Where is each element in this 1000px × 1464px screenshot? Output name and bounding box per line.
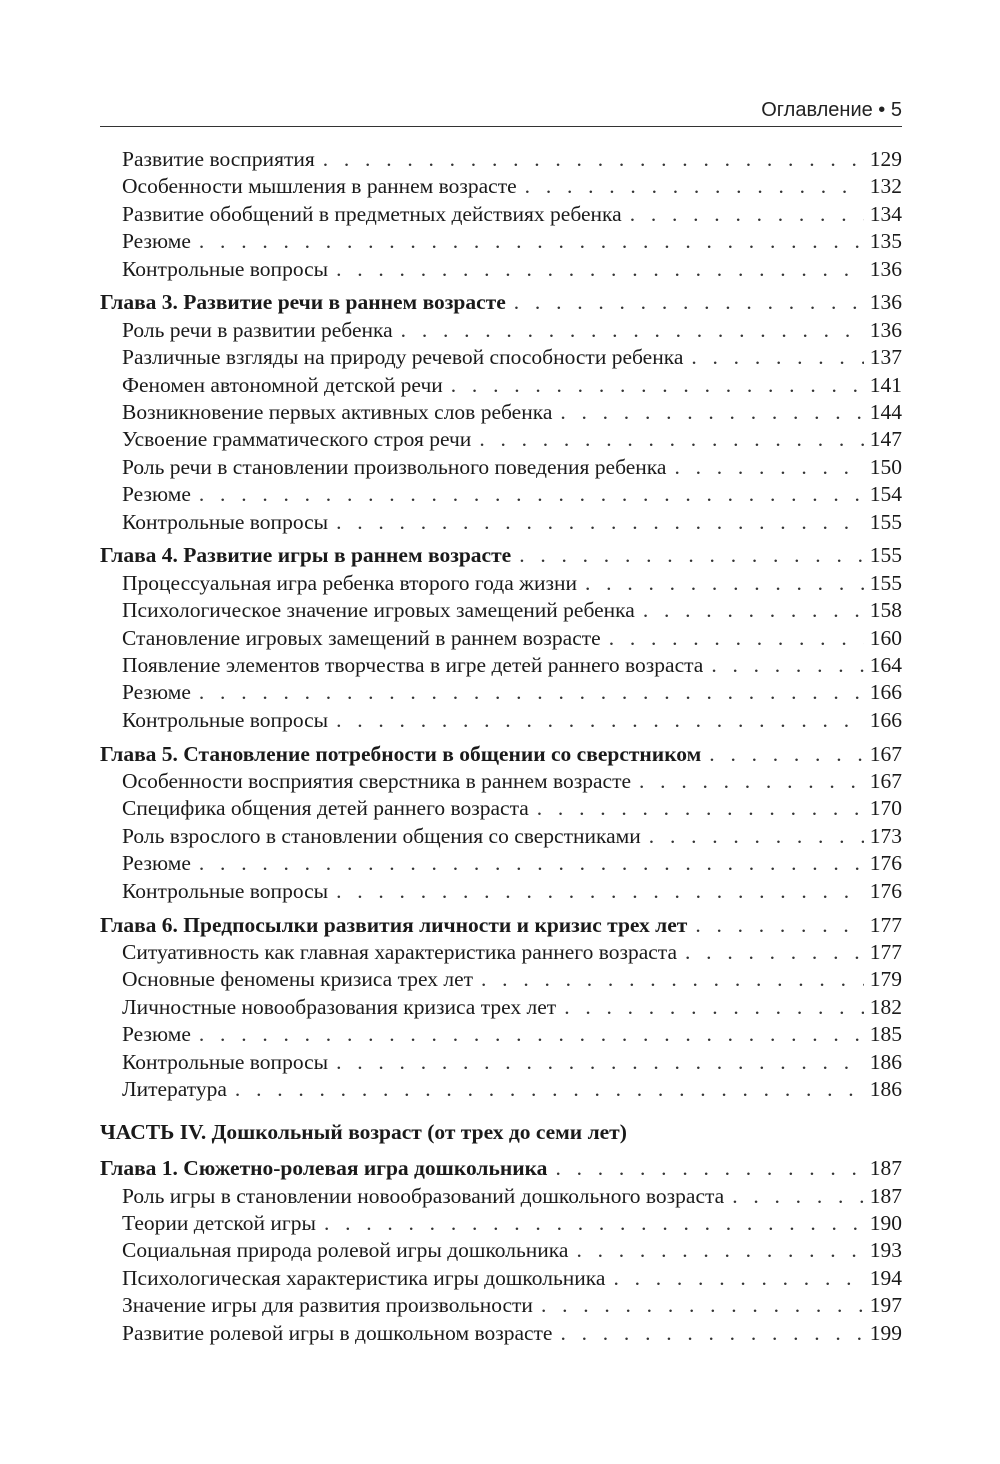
toc-entry[interactable] [100,939,902,966]
toc-entry-page: 135 [869,229,902,254]
toc-entry-page: 187 [869,1183,902,1208]
toc-entry-page: 132 [869,174,902,199]
toc-entry[interactable] [100,850,902,877]
toc-entry-title: Развитие обобщений в предметных действиях ребенка [122,201,622,226]
toc-entry[interactable] [100,228,902,255]
toc-entry[interactable] [100,966,902,993]
toc-entry-page: 179 [869,967,902,992]
toc-entry-title: Роль игры в становлении новообразований дошкольного возраста [122,1183,725,1208]
dot-leader [323,146,864,173]
dot-leader [514,289,864,316]
toc-entry-page: 155 [869,509,902,534]
dot-leader [609,625,864,652]
dot-leader [235,1076,864,1103]
toc-chapter-page: 167 [869,741,902,766]
toc-entry-title: Развитие ролевой игры в дошкольном возрасте [122,1320,553,1345]
toc-entry-title: Контрольные вопросы [122,707,329,732]
toc-entry-page: 134 [869,201,902,226]
toc-entry[interactable] [100,173,902,200]
toc-entry-title: Значение игры для развития произвольности [122,1293,533,1318]
toc-chapter-title: Глава 1. Сюжетно-ролевая игра дошкольника [100,1156,548,1181]
toc-entry-page: 155 [869,570,902,595]
dot-leader [324,1210,864,1237]
toc-entry-title: Контрольные вопросы [122,256,329,281]
toc-entry-title: Психологическое значение игровых замещений ребенка [122,598,635,623]
toc-entry-title: Роль речи в развитии ребенка [122,317,393,342]
toc-entry-title: Основные феномены кризиса трех лет [122,967,474,992]
toc-entry[interactable] [100,1021,902,1048]
dot-leader [541,1292,864,1319]
dot-leader [585,570,864,597]
dot-leader [564,994,864,1021]
toc-entry-page: 173 [869,823,902,848]
toc-entry-page: 160 [869,625,902,650]
dot-leader [199,850,864,877]
toc-entry-page: 176 [869,851,902,876]
dot-leader [336,256,864,283]
dot-leader [199,228,864,255]
toc-entry-page: 154 [869,482,902,507]
table-of-contents [100,146,902,1347]
toc-entry-title: Контрольные вопросы [122,1049,329,1074]
toc-entry[interactable] [100,1076,902,1103]
toc-entry[interactable] [100,1292,902,1319]
toc-entry-title: Резюме [122,1022,191,1047]
toc-entry[interactable] [100,1210,902,1237]
header-rule [100,126,902,127]
toc-entry[interactable] [100,317,902,344]
toc-entry-title: Усвоение грамматического строя речи [122,427,472,452]
toc-entry-title: Роль взрослого в становлении общения со сверстниками [122,823,641,848]
toc-entry-page: 197 [869,1293,902,1318]
toc-entry-title: Роль речи в становлении произвольного поведения ребенка [122,454,667,479]
toc-entry[interactable] [100,707,902,734]
toc-entry[interactable] [100,570,902,597]
toc-part-heading[interactable]: ЧАСТЬ IV. Дошкольный возраст (от трех до семи лет) [100,1120,627,1145]
toc-entry[interactable] [100,1265,902,1292]
toc-entry-page: 166 [869,707,902,732]
toc-entry-page: 150 [869,454,902,479]
toc-entry[interactable] [100,344,902,371]
toc-chapter-page: 136 [869,290,902,315]
toc-entry-title: Становление игровых замещений в раннем возрасте [122,625,601,650]
toc-entry-title: Различные взгляды на природу речевой способности ребенка [122,345,684,370]
dot-leader [199,679,864,706]
toc-entry[interactable] [100,597,902,624]
toc-entry[interactable] [100,454,902,481]
toc-entry-title: Теории детской игры [122,1211,316,1236]
dot-leader [537,795,864,822]
toc-entry[interactable] [100,1049,902,1076]
toc-entry-page: 194 [869,1265,902,1290]
toc-entry-page: 190 [869,1211,902,1236]
dot-leader [519,542,864,569]
toc-entry-title: Социальная природа ролевой игры дошкольника [122,1238,569,1263]
toc-entry[interactable] [100,878,902,905]
toc-entry[interactable] [100,679,902,706]
dot-leader [649,823,864,850]
toc-entry-title: Особенности восприятия сверстника в раннем возрасте [122,769,632,794]
toc-entry-page: 136 [869,317,902,342]
dot-leader [555,1155,863,1182]
toc-entry[interactable] [100,372,902,399]
dot-leader [336,1049,864,1076]
toc-chapter[interactable] [100,1155,902,1182]
toc-entry-page: 185 [869,1022,902,1047]
toc-entry[interactable] [100,625,902,652]
toc-entry-page: 147 [869,427,902,452]
toc-entry-title: Появление элементов творчества в игре детей раннего возраста [122,653,704,678]
dot-leader [199,1021,864,1048]
toc-entry-title: Личностные новообразования кризиса трех лет [122,994,557,1019]
toc-chapter-title: Глава 3. Развитие речи в раннем возрасте [100,290,506,315]
toc-entry[interactable] [100,994,902,1021]
dot-leader [560,1320,863,1347]
toc-entry-page: 193 [869,1238,902,1263]
toc-entry-title: Резюме [122,680,191,705]
toc-chapter-title: Глава 6. Предпосылки развития личности и кризис трех лет [100,912,688,937]
toc-entry-page: 177 [869,939,902,964]
toc-chapter[interactable] [100,542,902,569]
dot-leader [401,317,864,344]
toc-entry-page: 129 [869,147,902,171]
toc-entry-title: Контрольные вопросы [122,878,329,903]
toc-entry-title: Возникновение первых активных слов ребенка [122,400,553,425]
toc-entry-title: Резюме [122,482,191,507]
toc-entry-title: Ситуативность как главная характеристика раннего возраста [122,939,678,964]
toc-entry[interactable] [100,256,902,283]
dot-leader [560,399,863,426]
toc-chapter-title: Глава 5. Становление потребности в общении со сверстником [100,741,702,766]
toc-chapter-page: 187 [869,1156,902,1181]
dot-leader [336,509,864,536]
dot-leader [630,201,864,228]
toc-entry-page: 158 [869,598,902,623]
toc-entry-title: Специфика общения детей раннего возраста [122,796,529,821]
toc-chapter[interactable] [100,741,902,768]
dot-leader [336,707,864,734]
toc-entry-title: Психологическая характеристика игры дошкольника [122,1265,606,1290]
toc-entry[interactable] [100,652,902,679]
toc-entry-page: 164 [869,653,902,678]
toc-entry-title: Феномен автономной детской речи [122,372,443,397]
dot-leader [695,912,863,939]
dot-leader [481,966,864,993]
dot-leader [685,939,864,966]
toc-entry-page: 170 [869,796,902,821]
toc-entry-page: 182 [869,994,902,1019]
dot-leader [643,597,864,624]
dot-leader [613,1265,863,1292]
dot-leader [199,481,864,508]
dot-leader [691,344,863,371]
toc-entry[interactable] [100,1183,902,1210]
toc-entry-page: 144 [869,400,902,425]
toc-entry[interactable] [100,795,902,822]
dot-leader [525,173,864,200]
toc-entry-title: Процессуальная игра ребенка второго года жизни [122,570,578,595]
running-head: Оглавление • 5 [761,99,902,121]
toc-chapter-page: 177 [869,912,902,937]
dot-leader [451,372,864,399]
dot-leader [639,768,864,795]
toc-entry[interactable] [100,1237,902,1264]
toc-entry-title: Развитие восприятия [122,147,315,171]
toc-entry-page: 186 [869,1076,902,1101]
toc-chapter[interactable] [100,289,902,316]
toc-entry-title: Резюме [122,851,191,876]
dot-leader [732,1183,864,1210]
dot-leader [576,1237,863,1264]
toc-entry[interactable] [100,481,902,508]
toc-entry[interactable] [100,1320,902,1347]
toc-entry-page: 166 [869,680,902,705]
toc-entry-page: 176 [869,878,902,903]
toc-entry[interactable] [100,509,902,536]
toc-entry-page: 137 [869,345,902,370]
dot-leader [479,426,863,453]
toc-entry[interactable] [100,768,902,795]
toc-chapter-title: Глава 4. Развитие игры в раннем возрасте [100,543,512,568]
dot-leader [674,454,863,481]
toc-entry-page: 136 [869,256,902,281]
toc-entry[interactable] [100,399,902,426]
dot-leader [711,652,863,679]
toc-entry[interactable] [100,146,902,173]
toc-entry-page: 141 [869,372,902,397]
toc-entry-page: 167 [869,769,902,794]
dot-leader [709,741,863,768]
toc-chapter[interactable] [100,912,902,939]
toc-entry[interactable] [100,426,902,453]
toc-entry[interactable] [100,201,902,228]
toc-entry-title: Особенности мышления в раннем возрасте [122,174,517,199]
toc-entry-page: 186 [869,1049,902,1074]
toc-entry-page: 199 [869,1320,902,1345]
toc-chapter-page: 155 [869,543,902,568]
toc-entry-title: Контрольные вопросы [122,509,329,534]
toc-entry[interactable] [100,823,902,850]
toc-entry-title: Резюме [122,229,191,254]
toc-entry-title: Литература [122,1076,227,1101]
dot-leader [336,878,864,905]
